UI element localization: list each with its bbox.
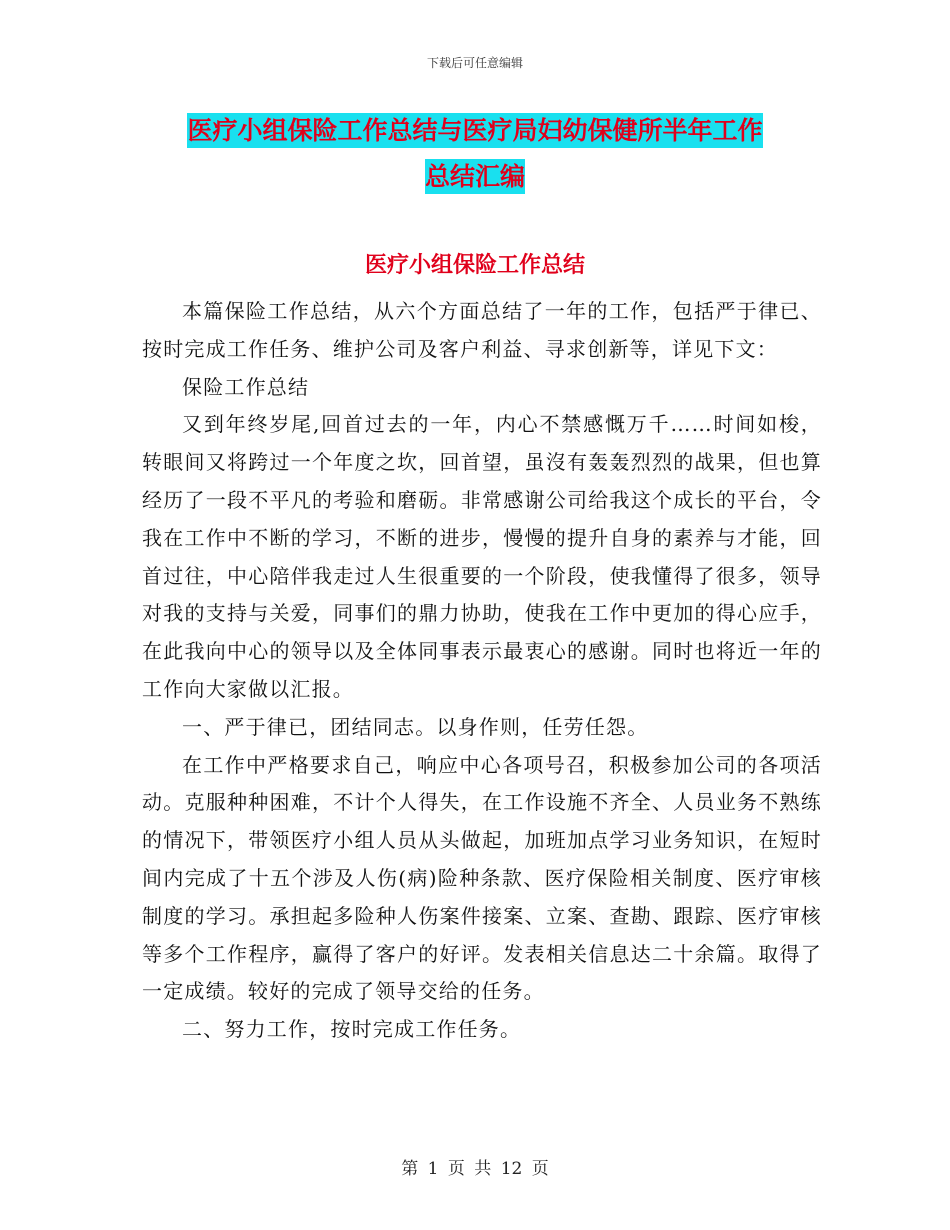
document-title-line-2: 总结汇编 <box>425 159 525 194</box>
document-body <box>142 293 822 1049</box>
paragraph-reflection: 又到年终岁尾,回首过去的一年，内心不禁感慨万千……时间如梭，转眼间又将跨过一个年度之坎，回首望，虽沒有轰轰烈烈的战果，但也算经历了一段不平凡的考验和磨砺。非常感谢公司给我这个成长的平台，令我在工作中不断的学习，不断的进步，慢慢的提升自身的素养与才能，回首过往，中心陪伴我走过人生很重要的一个阶段，使我懂得了很多，领导对我的支持与关爱，同事们的鼎力协助，使我在工作中更加的得心应手，在此我向中心的领导以及全体同事表示最衷心的感谢。同时也将近一年的工作向大家做以汇报。 <box>142 412 822 701</box>
paragraph-intro: 本篇保险工作总结，从六个方面总结了一年的工作，包括严于律已、按时完成工作任务、维护公司及客户利益、寻求创新等，详见下文： <box>142 299 822 361</box>
document-title-line-1: 医疗小组保险工作总结与医疗局妇幼保健所半年工作 <box>187 113 762 148</box>
section-title: 医疗小组保险工作总结 <box>364 253 585 278</box>
header-note: 下载后可任意编辑 <box>426 56 523 70</box>
paragraph-heading-one: 一、严于律已，团结同志。以身作则，任劳任怨。 <box>182 714 649 739</box>
paragraph-subheading: 保险工作总结 <box>182 374 310 399</box>
page-number-footer: 第 1 页 共 12 页 <box>401 1159 549 1179</box>
paragraph-heading-two: 二、努力工作，按时完成工作任务。 <box>182 1017 522 1042</box>
document-title <box>150 108 800 200</box>
paragraph-discipline: 在工作中严格要求自己，响应中心各项号召，积极参加公司的各项活动。克服种种困难，不计个人得失，在工作设施不齐全、人员业务不熟练的情况下，带领医疗小组人员从头做起，加班加点学习业务知识，在短时间内完成了十五个涉及人伤(病)险种条款、医疗保险相关制度、医疗审核制度的学习。承担起多险种人伤案件接案、立案、查勘、跟踪、医疗审核等多个工作程序，赢得了客户的好评。发表相关信息达二十余篇。取得了一定成绩。较好的完成了领导交给的任务。 <box>142 752 822 1004</box>
